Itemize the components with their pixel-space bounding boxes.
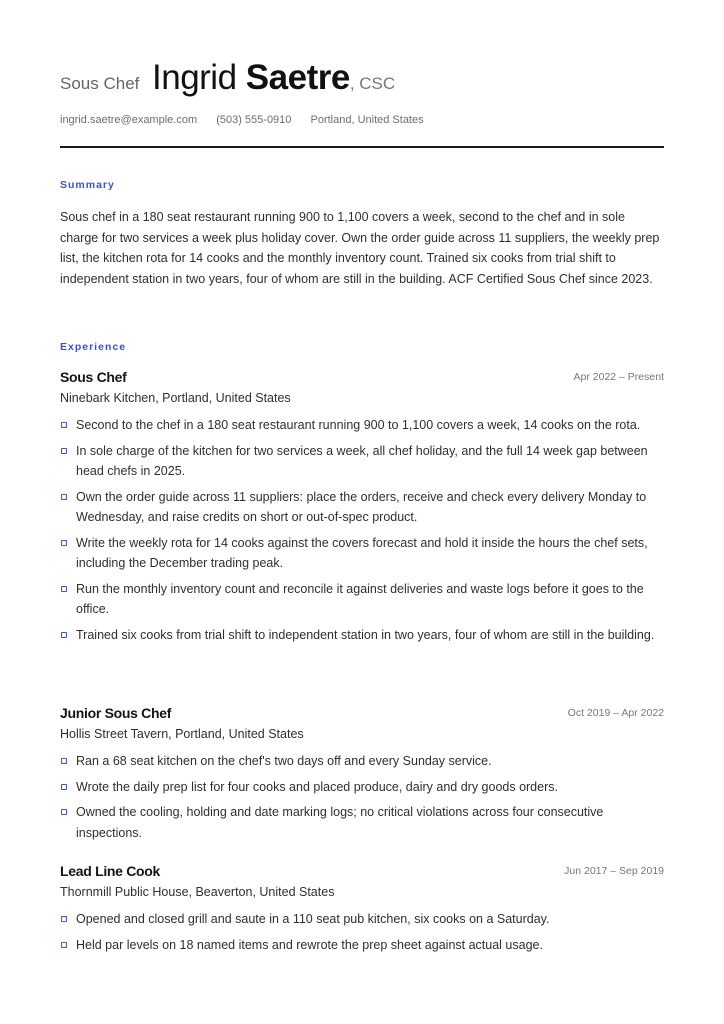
job-dates: Jun 2017 – Sep 2019 (564, 865, 664, 877)
list-item (60, 751, 664, 772)
bullet-square-icon (61, 942, 67, 948)
summary-text: Sous chef in a 180 seat restaurant running 900 to 1,100 covers a week, second to the chef and in sole charge for two services a week plus holiday cover. Own the order guide across 11 suppliers, the weekly prep list, the kitchen rota for 14 cooks and the monthly inventory count. Trained six cooks from trial shift to independent station in two years, four of whom are still in the building. ACF Certified Sous Chef since 2023. (60, 210, 660, 286)
bullet-square-icon (61, 586, 67, 592)
list-item (60, 625, 664, 646)
bullet-text: Second to the chef in a 180 seat restaurant running 900 to 1,100 covers a week, 14 cooks on the rota. (76, 418, 641, 432)
bullet-text: Trained six cooks from trial shift to independent station in two years, four of whom are still in the building. (76, 627, 655, 642)
bullet-square-icon (61, 809, 67, 815)
list-item (60, 415, 664, 436)
phone: (503) 555-0910 (216, 114, 292, 126)
list-item (60, 909, 664, 930)
contact-line (60, 114, 440, 126)
bullet-text: Owned the cooling, holding and date marking logs; no critical violations across four consecutive inspections. (76, 805, 604, 840)
bullet-text: Write the weekly rota for 14 cooks against the covers forecast and hold it inside the hours the chef sets, including the December trading peak. (76, 535, 648, 570)
bullet-square-icon (61, 758, 67, 764)
header-divider (60, 146, 664, 148)
list-item (60, 487, 664, 528)
bullet-text: In sole charge of the kitchen for two services a week, all chef holiday, and the full 14 week gap between head chefs in 2025. (76, 443, 648, 478)
email: ingrid.saetre@example.com (60, 114, 198, 126)
list-item (60, 533, 664, 574)
job-entry (60, 863, 664, 960)
list-item (60, 579, 664, 620)
job-bullets (60, 751, 664, 843)
job-dates: Apr 2022 – Present (573, 371, 664, 383)
summary-heading: Summary (60, 179, 115, 191)
bullet-square-icon (61, 448, 67, 454)
bullet-text: Wrote the daily prep list for four cooks and placed produce, dairy and dry goods orders. (76, 779, 558, 794)
bullet-text: Ran a 68 seat kitchen on the chef's two days off and every Sunday service. (76, 754, 492, 768)
job-title: Lead Line Cook (60, 863, 161, 879)
bullet-square-icon (61, 916, 67, 922)
job-organization: Thornmill Public House, Beaverton, United States (60, 885, 335, 899)
last-name: Saetre (245, 58, 350, 97)
bullet-square-icon (61, 784, 67, 790)
job-dates: Oct 2019 – Apr 2022 (567, 707, 664, 719)
bullet-square-icon (61, 422, 67, 428)
bullet-text: Opened and closed grill and saute in a 110 seat pub kitchen, six cooks on a Saturday. (76, 912, 550, 926)
role-title: Sous Chef (60, 74, 140, 93)
job-title: Sous Chef (60, 369, 127, 385)
job-bullets (60, 909, 664, 955)
credential: , CSC (349, 74, 396, 93)
list-item (60, 441, 664, 482)
location: Portland, United States (310, 114, 424, 126)
job-entry (60, 705, 664, 848)
job-organization: Ninebark Kitchen, Portland, United States (60, 391, 291, 405)
bullet-square-icon (61, 540, 67, 546)
bullet-text: Own the order guide across 11 suppliers: place the orders, receive and check every delivery Monday to Wednesday, and raise credits on short or out-of-spec product. (76, 489, 647, 524)
job-organization: Hollis Street Tavern, Portland, United States (60, 727, 304, 741)
job-entry (60, 369, 664, 650)
bullet-square-icon (61, 632, 67, 638)
job-bullets (60, 415, 664, 645)
experience-heading: Experience (60, 341, 127, 353)
bullet-square-icon (61, 494, 67, 500)
list-item (60, 802, 664, 843)
first-name: Ingrid (152, 58, 237, 97)
job-title: Junior Sous Chef (60, 705, 172, 721)
list-item (60, 777, 664, 798)
list-item (60, 935, 664, 956)
bullet-text: Held par levels on 18 named items and rewrote the prep sheet against actual usage. (76, 937, 543, 952)
full-name (152, 58, 395, 98)
bullet-text: Run the monthly inventory count and reconcile it against deliveries and waste logs before it goes to the office. (76, 581, 644, 616)
resume-header (60, 56, 664, 106)
